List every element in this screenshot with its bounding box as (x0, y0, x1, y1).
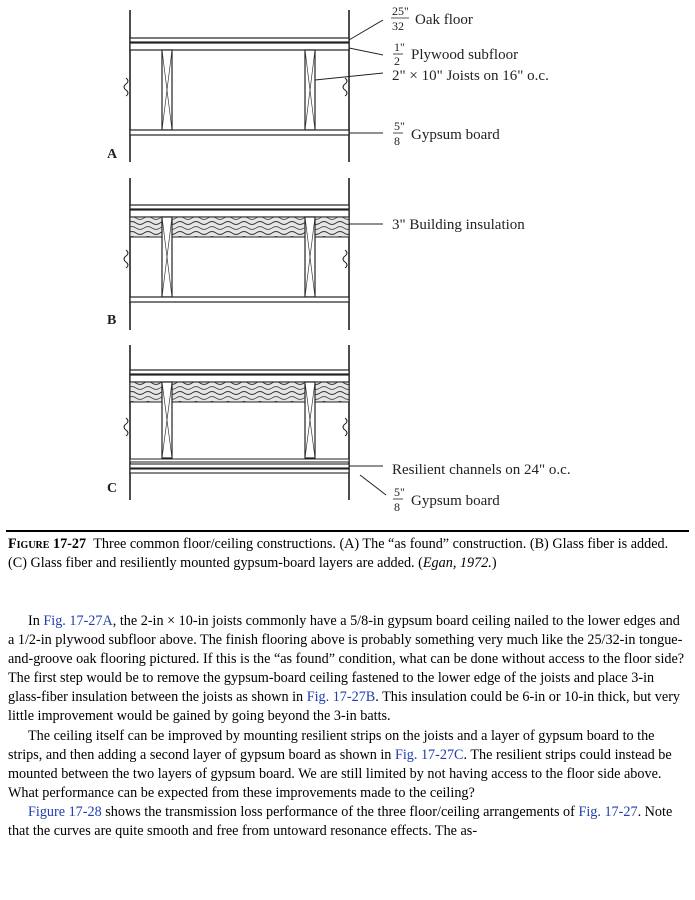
caption-end: ) (491, 555, 497, 571)
oak-fraction-num: 25" (392, 4, 409, 18)
gypsum-fraction-den: 8 (394, 134, 400, 148)
caption-rule (6, 530, 689, 532)
joist (162, 217, 172, 297)
resilient-channel-layer (130, 459, 349, 462)
plywood-fraction-num: 1" (394, 40, 405, 54)
gypsum-board-layer (130, 130, 349, 135)
joist (162, 382, 172, 458)
gypsum-c-fraction-num: 5" (394, 485, 405, 499)
panel-label-a: A (107, 147, 118, 162)
gypsum-board-label: Gypsum board (411, 127, 500, 143)
joist-label: 2" × 10" Joists on 16" o.c. (392, 68, 549, 84)
resilient-channel-label: Resilient channels on 24" o.c. (392, 462, 571, 478)
figure-caption (8, 535, 686, 573)
link-fig-17-27a[interactable]: Fig. 17-27A (43, 613, 113, 629)
paragraph-1 (8, 612, 686, 727)
oak-floor-label: Oak floor (415, 12, 473, 28)
joist (305, 217, 315, 297)
gypsum-fraction-num: 5" (394, 119, 405, 133)
paragraph-1-text-a: In (28, 613, 44, 629)
paragraph-2-text-a: The ceiling itself can be improved by mounting resilient strips on the joists and a layer of gypsum board to the strips, and then adding a second layer of gypsum board as shown in (8, 727, 655, 763)
paragraph-1-text-b: , the 2-in × 10-in joists commonly have a 5/8-in gypsum board ceiling nailed to the lower edges and a 1/2-in plywood subfloor above. The finish flooring above is probably something very much like the 25/32-in tongue-and-groove oak flooring pictured. If this is the “as found” condition, what can be done without access to the floor side? The first step would be to remove the gypsum-board ceiling fastened to the lower edge of the joists and place 3-in glass-fiber insulation between the joists as shown in (8, 613, 685, 706)
paragraph-1-text-c: . This insulation could be 6-in or 10-in thick, but very little improvement would be gained by going beyond the 3-in batts. (8, 689, 681, 725)
oak-floor-layer (130, 38, 349, 42)
paragraph-3 (8, 803, 686, 841)
link-fig-17-27b[interactable]: Fig. 17-27B (306, 689, 376, 706)
body-text (8, 612, 686, 841)
construction-a (107, 4, 549, 162)
gypsum-c-fraction-den: 8 (394, 500, 400, 514)
caption-citation: Egan, 1972. (422, 555, 492, 571)
plywood-subfloor-layer (130, 43, 349, 50)
oak-fraction-den: 32 (392, 19, 404, 33)
gypsum-board-c-label: Gypsum board (411, 493, 500, 509)
panel-label-b: B (107, 313, 117, 328)
construction-b (107, 178, 525, 330)
joist (305, 50, 315, 130)
link-fig-17-27c[interactable]: Fig. 17-27C (394, 746, 464, 763)
panel-label-c: C (107, 481, 118, 496)
plywood-subfloor-label: Plywood subfloor (411, 47, 519, 63)
paragraph-2-text-b: . The resilient strips could instead be mounted between the two layers of gypsum board. We are still limited by not having access to the floor side above. What performance can be expected from these improvements made to the ceiling? (8, 746, 672, 801)
joist (305, 382, 315, 458)
paragraph-3-text-b: . Note that the curves are quite smooth and free from untoward resonance effects. The as- (8, 803, 673, 840)
joist (162, 50, 172, 130)
paragraph-3-text-a: shows the transmission loss performance of the three floor/ceiling arrangements of (101, 803, 579, 820)
link-figure-17-28[interactable]: Figure 17-28 (28, 803, 102, 820)
insulation-label: 3" Building insulation (392, 217, 525, 233)
construction-c (107, 345, 571, 514)
paragraph-2 (8, 727, 686, 803)
caption-figure-number: Figure 17-27 (8, 536, 87, 552)
plywood-fraction-den: 2 (394, 54, 400, 68)
caption-text: Three common floor/ceiling constructions. (A) The “as found” construction. (B) Glass fiber is added. (C) Glass fiber and resiliently mounted gypsum-board layers are added. ( (8, 536, 669, 571)
link-fig-17-27[interactable]: Fig. 17-27 (578, 803, 638, 820)
